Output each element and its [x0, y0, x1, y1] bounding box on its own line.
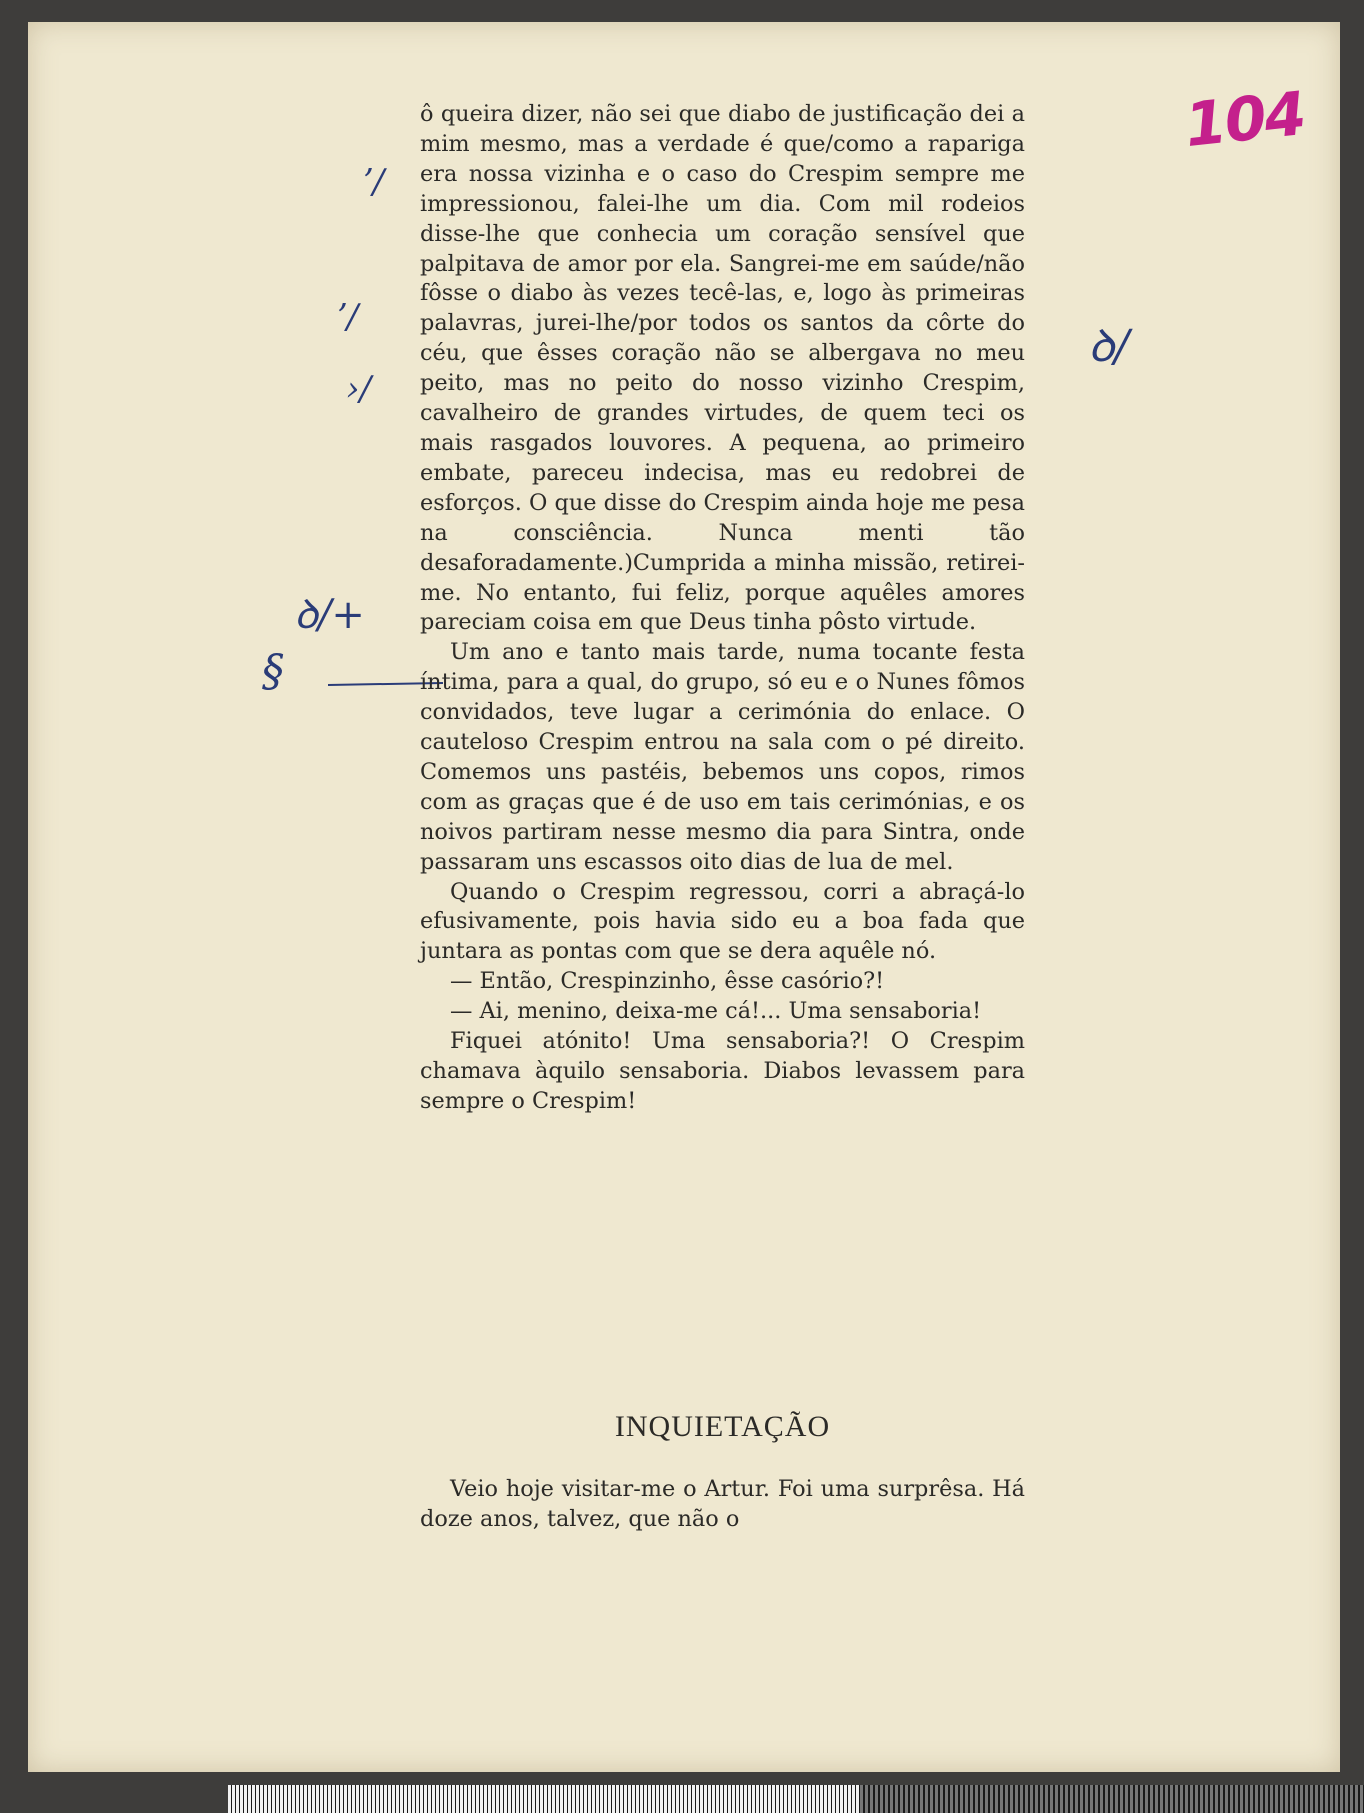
dialogue-line: — Então, Crespinzinho, êsse casório?!: [450, 968, 885, 995]
body-text-2: [420, 1475, 1025, 1535]
margin-mark: ꝺ/+: [294, 592, 365, 638]
page-number: 104: [1181, 78, 1308, 162]
body-text: [420, 100, 1025, 1117]
paragraph: ô queira dizer, não sei que diabo de justificação dei a mim mesmo, mas a verdade é que/como a rapariga era nossa vizinha e o caso do Crespim sempre me impressionou, falei-lhe um dia. Com mil rodeios disse-lhe que conhecia um coração sensível que palpitava de amor por ela. Sangrei-me em saúde/não fôsse o diabo às vezes tecê-las, e, logo às primeiras palavras, jurei-lhe/por todos os santos da côrte do céu, que êsses coração não se albergava no meu peito, mas no peito do nosso vizinho Crespim, cavalheiro de grandes virtudes, de quem teci os mais rasgados louvores. A pequena, ao primeiro embate, pareceu indecisa, mas eu redobrei de esforços. O que disse do Crespim ainda hoje me pesa na consciência. Nunca menti tão desaforadamente.)Cumprida a minha missão, retirei-me. No entanto, fui feliz, porque aquêles amores pareciam coisa em que Deus tinha pôsto virtude.: [420, 101, 1025, 636]
paragraph: Um ano e tanto mais tarde, numa tocante festa íntima, para a qual, do grupo, só eu e o Nunes fômos convidados, teve lugar a cerimónia do enlace. O cauteloso Crespim entrou na sala com o pé direito. Comemos uns pastéis, bebemos uns copos, rimos com as graças que é de uso em tais cerimónias, e os noivos partiram nesse mesmo dia para Sintra, onde passaram uns escassos oito dias de lua de mel.: [420, 639, 1025, 875]
paragraph: Quando o Crespim regressou, corri a abraçá-lo efusivamente, pois havia sido eu a boa fada que juntara as pontas com que se dera aquêle nó.: [420, 878, 1025, 965]
margin-mark: ꝺ/: [1088, 321, 1130, 372]
dialogue-line: — Ai, menino, deixa-me cá!... Uma sensaboria!: [450, 998, 982, 1025]
paragraph: Veio hoje visitar-me o Artur. Foi uma surprêsa. Há doze anos, talvez, que não o: [420, 1476, 1025, 1532]
margin-mark: ›/: [346, 369, 372, 409]
scale-ruler-dark: [860, 1785, 1364, 1813]
section-mark: §: [262, 646, 284, 697]
margin-mark: ʼ/: [362, 162, 385, 202]
paragraph: Fiquei atónito! Uma sensaboria?! O Crespim chamava àquilo sensaboria. Diabos levassem para sempre o Crespim!: [420, 1028, 1025, 1114]
section-heading: INQUIETAÇÃO: [614, 1410, 831, 1443]
margin-mark: ʼ/: [336, 297, 359, 337]
